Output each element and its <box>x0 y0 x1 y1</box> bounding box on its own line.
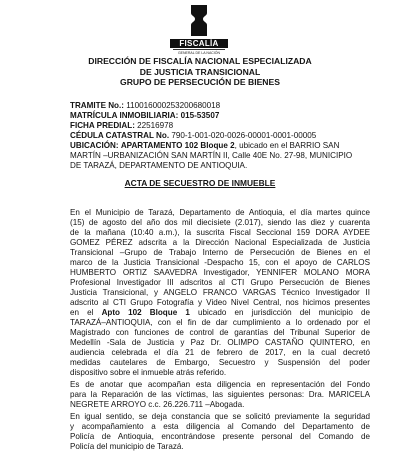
heading-line-3: GRUPO DE PERSECUCIÓN DE BIENES <box>120 77 280 87</box>
p1-line: Profesional Investigador III adscritos al CTI Grupo Persecución de Bienes <box>70 278 370 287</box>
p1-line: audiencia celebrada el día 21 de febrero de 2017, en la cual decretó <box>70 348 370 357</box>
heading-line-1: DIRECCIÓN DE FISCALÍA NACIONAL ESPECIALIZADA <box>88 56 312 66</box>
p2-line: Es de anotar que acompañan esta diligencia en representación del Fondo <box>70 380 370 389</box>
heading-line-2: DE JUSTICIA TRANSICIONAL <box>139 66 261 77</box>
cedula-row <box>70 131 370 141</box>
p1-apto-prefix: en el <box>70 308 102 317</box>
p1-line: Medellín -Sala de Justicia y Paz Dr. OLIMPO CASTAÑO QUINTERO, en <box>70 338 370 347</box>
p1-line: Magistrado con funciones de control de garantías del Tribunal Superior de <box>70 328 370 337</box>
matricula-value: 015-53507 <box>180 111 220 120</box>
paragraph-1 <box>70 208 370 378</box>
p1-line: (15) de agosto del año dos mil diecisiete (2.017), siendo las diez y cuarenta <box>70 218 370 227</box>
p1-line: Transicional –Grupo de Trabajo Interno de Persecución de Bienes en el <box>70 248 370 257</box>
cedula-label: CÉDULA CATASTRAL No. <box>70 131 170 140</box>
document-heading <box>0 56 400 88</box>
p1-line: GOMEZ PÉREZ adscrita a la Dirección Nacional Especializada de Justicia <box>70 238 370 247</box>
ficha-label: FICHA PREDIAL: <box>70 121 135 130</box>
case-metadata <box>70 101 370 171</box>
fiscalia-logo <box>170 2 228 56</box>
p1-line: adscrito al CTI Grupo Fotografía y Video Nivel Central, nos hicimos presentes <box>70 298 370 307</box>
logo-subtitle: GENERAL DE LA NACIÓN <box>173 49 225 56</box>
ubicacion-bold: APARTAMENTO 102 Bloque 2 <box>120 141 235 150</box>
logo-wordmark: FISCALÍA <box>170 39 228 48</box>
p2-line: para la Reparación de las víctimas, las siguientes personas: Dra. MARICELA <box>70 390 370 399</box>
p1-apto-bold: Apto 102 Bloque 1 <box>101 308 190 317</box>
p1-line: En el Municipio de Tarazá, Departamento de Antioquia, el día martes quince <box>70 208 370 217</box>
matricula-row <box>70 111 370 121</box>
p2-line: NEGRETE ARROYO c.c. 26.226.711 –Abogada. <box>70 400 245 409</box>
matricula-label: MATRÍCULA INMOBILIARIA: <box>70 111 179 120</box>
ubicacion-row <box>70 141 370 151</box>
p1-line: dispositivo sobre el inmueble atrás referido. <box>70 368 227 377</box>
ubicacion-label: UBICACIÓN: <box>70 141 119 150</box>
paragraph-3 <box>70 412 370 452</box>
p3-line: Policía del municipio de Tarazá. <box>70 442 184 451</box>
ficha-row <box>70 121 370 131</box>
section-title: ACTA DE SECUESTRO DE INMUEBLE <box>124 178 276 188</box>
ubicacion-line-2: MARTÍN –URBANIZACIÓN SAN MARTÍN II, Calle 40E No. 27-98, MUNICIPIO <box>70 151 353 160</box>
ubicacion-rest: , ubicado en el BARRIO SAN <box>234 141 340 150</box>
tramite-row <box>70 101 370 111</box>
p1-line: Justicia Transicional, y ANGELO FRANCO VARGAS Técnico Investigador II <box>70 288 370 297</box>
p1-apto-suffix: ubicado en jurisdicción del municipio de <box>189 308 371 317</box>
p1-line: HUMBERTO ORTIZ SAAVEDRA Investigador, YENNIFER MOLANO MORA <box>70 268 370 277</box>
ubicacion-line-3: DE TARAZÁ, DEPARTAMENTO DE ANTIOQUIA. <box>70 161 248 170</box>
p3-line: En igual sentido, se deja constancia que se solicitó previamente la seguridad <box>70 412 370 421</box>
cedula-value: 790-1-001-020-0026-00001-0001-00005 <box>171 131 317 140</box>
tramite-label: TRAMITE No.: <box>70 101 124 110</box>
tramite-value: 110016000253200680018 <box>126 101 221 110</box>
paragraph-2 <box>70 380 370 410</box>
ficha-value: 22516978 <box>137 121 174 130</box>
p1-line-apto <box>70 308 370 318</box>
p1-line: TARAZÁ–ANTIOQUIA, con el fin de dar cumplimiento a lo ordenado por el <box>70 318 370 327</box>
p1-line: medidas cautelares de Embargo, Secuestro y Suspensión del poder <box>70 358 370 367</box>
p1-line: de la mañana (10:40 a.m.), la suscrita Fiscal Seccional 159 DORA AYDEE <box>70 228 370 237</box>
p1-line: marco de la Justicia Transicional -Despacho 15, con el apoyo de CARLOS <box>70 258 370 267</box>
p3-line: Policía de Antioquia, encontrándose presente personal del Comando de <box>70 432 370 441</box>
p3-line: y acompañamiento a esta diligencia al Comando del Departamento de <box>70 422 370 431</box>
